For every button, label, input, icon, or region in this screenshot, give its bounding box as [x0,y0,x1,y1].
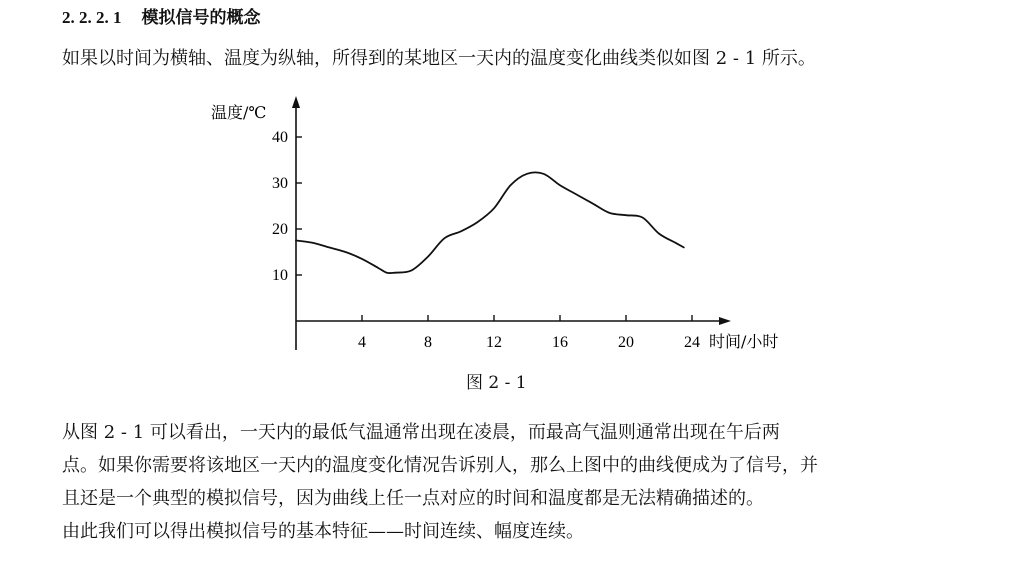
x-tick-label-8: 8 [424,334,432,351]
body-paragraph-line-2: 点。如果你需要将该地区一天内的温度变化情况告诉别人，那么上图中的曲线便成为了信号，并 [62,455,818,476]
x-axis-label: 时间/小时 [709,332,779,351]
x-tick-label-20: 20 [618,334,634,351]
section-title: 模拟信号的概念 [141,8,261,28]
conclusion-paragraph: 由此我们可以得出模拟信号的基本特征——时间连续、幅度连续。 [62,521,584,542]
y-tick-label-20: 20 [272,221,288,238]
y-tick-label-10: 10 [272,267,288,284]
x-tick-label-16: 16 [552,334,568,351]
y-tick-label-40: 40 [272,129,288,146]
x-axis-arrow [719,317,731,325]
body-paragraph-line-3: 且还是一个典型的模拟信号，因为曲线上任一点对应的时间和温度都是无法精确描述的。 [62,488,764,509]
x-tick-label-4: 4 [358,334,366,351]
temperature-chart-svg [205,92,815,362]
y-axis-arrow [292,96,300,108]
y-axis-label: 温度/℃ [211,103,267,122]
temperature-curve [296,172,684,273]
section-heading [62,4,261,32]
x-tick-label-12: 12 [486,334,502,351]
body-paragraph-line-1: 从图 2 - 1 可以看出，一天内的最低气温通常出现在凌晨，而最高气温则通常出现在午后两 [62,422,780,443]
figure-caption: 图 2 - 1 [466,373,527,393]
intro-paragraph: 如果以时间为横轴、温度为纵轴，所得到的某地区一天内的温度变化曲线类似如图 2 - 1 所示。 [62,48,816,69]
temperature-chart [205,92,815,362]
x-tick-label-24: 24 [684,334,700,351]
section-number: 2. 2. 2. 1 [62,8,122,27]
y-tick-label-30: 30 [272,175,288,192]
